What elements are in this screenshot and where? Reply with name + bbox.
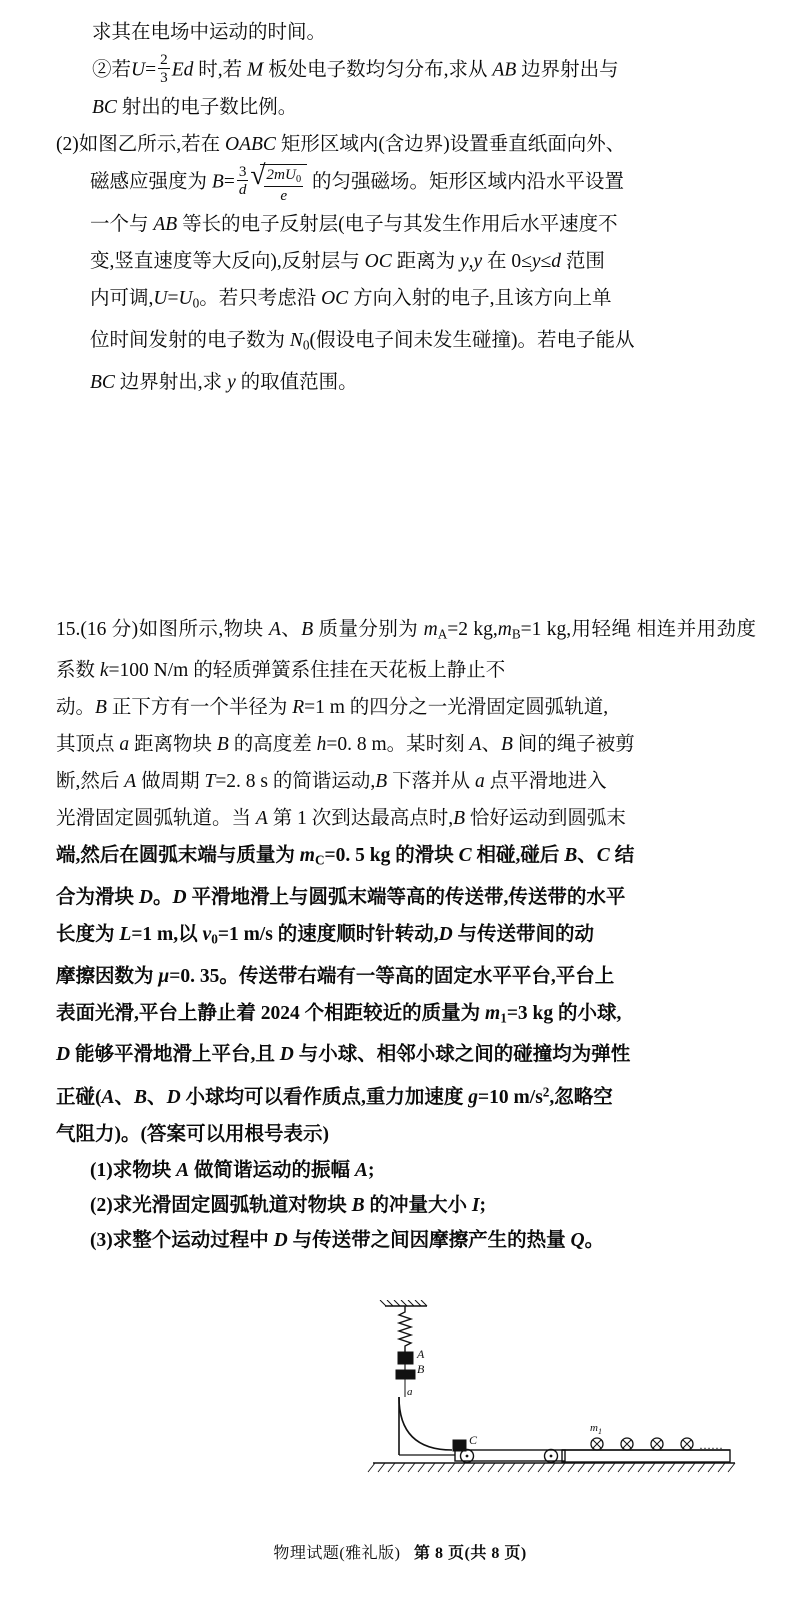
q15-sub3-var-D: D — [273, 1229, 288, 1251]
q14-part2-text-d: 的匀强磁场。矩形区域内沿水平设置 — [307, 171, 625, 193]
q15-l13d: 小球均可以看作质点,重力加速度 — [180, 1086, 469, 1108]
blank-space — [56, 401, 756, 611]
q14-eq2: = — [223, 171, 235, 193]
footer-page: 第 8 页(共 8 页) — [414, 1545, 527, 1562]
q15-var-C: C — [458, 845, 472, 867]
q15-var-m2: m — [497, 618, 512, 640]
q15-l13c: 、 — [147, 1086, 167, 1108]
q15-l2a: 相连并用劲度系数 — [56, 618, 756, 682]
q14-var-y3: y — [531, 251, 541, 273]
q15-var-B5: B — [500, 734, 513, 756]
q15-l3c: =1 m 的四分之一光滑固定圆弧轨道, — [304, 697, 609, 719]
q15-l8a: 合为滑块 — [56, 886, 139, 908]
q14-var-U2: U — [153, 288, 168, 310]
q15-l5d: 下落并从 — [387, 771, 475, 793]
sqrt-content — [260, 164, 307, 206]
q15-var-T: T — [204, 771, 216, 793]
q15-l7a: 端,然后在圆弧末端与质量为 — [56, 845, 300, 867]
q14-var-OC: OC — [364, 251, 392, 273]
q14-part2-text-a: 如图乙所示,若在 — [78, 133, 226, 155]
q15-l4a: 其顶点 — [56, 734, 120, 756]
q15-var-g: g — [468, 1086, 479, 1108]
q15-l9a: 长度为 — [56, 923, 120, 945]
q15-l6c: 恰好运动到圆弧末 — [465, 808, 626, 830]
q15-sub3-c: 。 — [584, 1229, 605, 1251]
q15-sub1-b: 做简谐运动的振幅 — [189, 1159, 355, 1181]
label-A: A — [417, 1347, 425, 1361]
sqrt-expression — [250, 164, 307, 206]
frac2-numerator: 3 — [238, 162, 247, 180]
q15-l7e: 结 — [609, 845, 635, 867]
q15-l14a: 气阻力)。(答案可以用根号表示) — [56, 1123, 329, 1145]
q14-var-M: M — [247, 59, 264, 81]
q14-var-U0: U — [178, 288, 193, 310]
q14-part2-text-o: (假设电子间未发生碰撞)。若电子能从 — [309, 329, 635, 351]
q14-text-d: 射出的电子数比例。 — [116, 96, 298, 118]
q14-part2-text-c: 磁感应强度为 — [90, 171, 212, 193]
q15-var-mu: μ — [158, 965, 170, 987]
q14-line1 — [92, 14, 756, 51]
q14-part2-text-g: 变,竖直速度等大反向),反射层与 — [90, 251, 365, 273]
q14-part2-text-b: 矩形区域内(含边界)设置垂直纸面向外、 — [275, 133, 626, 155]
q14-part2-text-f: 等长的电子反射层(电子与其发生作用后水平速度不 — [177, 214, 618, 236]
q15-l12c: 与小球、相邻小球之间的碰撞均为弹性 — [293, 1044, 631, 1066]
q15-var-k: k — [99, 660, 109, 682]
q14-part2-text-k: 内可调, — [90, 288, 154, 310]
q15-var-R: R — [292, 697, 305, 719]
q15-var-D2: D — [172, 886, 187, 908]
q15-var-m1-sub: 1 — [500, 1010, 507, 1026]
q15-sub1-var-amp: A — [354, 1159, 368, 1181]
fraction-2mU0-e — [264, 166, 303, 203]
page-content — [56, 14, 756, 1258]
q14-line2 — [92, 51, 756, 89]
q15-var-mB-sub: B — [511, 626, 521, 642]
q15-l4f: 间的绳子被剪 — [512, 734, 635, 756]
q14-line3 — [92, 89, 756, 126]
q14-eq3: = — [167, 288, 179, 310]
page-footer — [0, 1540, 800, 1563]
q15-l4b: 距离物块 — [129, 734, 217, 756]
q15-l13a: 正碰( — [56, 1086, 102, 1108]
q14-var-BC: BC — [92, 96, 117, 118]
q15-l11b: =3 kg 的小球, — [506, 1002, 622, 1024]
q15-var-B: B — [301, 618, 314, 640]
q14-var-U0-sub: 0 — [192, 295, 200, 311]
q14-var-Ed: Ed — [171, 59, 194, 81]
q15-sub3-b: 与传送带之间因摩擦产生的热量 — [287, 1229, 571, 1251]
q15-l5a: 断,然后 — [56, 771, 125, 793]
q15-l13e: =10 m/s — [478, 1086, 543, 1108]
q14-comma: , — [468, 251, 474, 273]
q15-var-D3: D — [438, 923, 453, 945]
q15-l2b: =100 N/m 的轻质弹簧系住挂在天花板上静止不 — [108, 660, 506, 682]
footer-edition: (雅礼版) — [339, 1545, 401, 1562]
q14-le: ≤ — [540, 251, 552, 273]
q15-l4e: 、 — [481, 734, 501, 756]
label-C: C — [469, 1433, 478, 1447]
q15-var-C2: C — [596, 845, 610, 867]
q15-l7d: 、 — [577, 845, 597, 867]
q15-var-B4: B — [216, 734, 229, 756]
fraction-3-d — [237, 163, 249, 198]
frac2-denominator: d — [238, 180, 247, 198]
q15-sup-2: 2 — [542, 1084, 550, 1100]
q15-l6a: 光滑固定圆弧轨道。当 — [56, 808, 256, 830]
q14-var-AB: AB — [492, 59, 517, 81]
q14-circ2: ②若 — [92, 59, 132, 81]
q14-line1-text: 求其在电场中运动的时间。 — [92, 22, 327, 43]
q15-l3a: 动。 — [56, 697, 96, 719]
q14-var-N0: N — [289, 329, 303, 351]
frac3-numerator — [264, 166, 303, 185]
q15-l12b: 能够平滑地滑上平台,且 — [70, 1044, 280, 1066]
q15-var-B7: B — [453, 808, 465, 830]
q14-part2-label: (2) — [56, 133, 79, 155]
q15-l4c: 的高度差 — [228, 734, 317, 756]
q14-var-d: d — [551, 251, 561, 273]
q15-sub2-var-B: B — [351, 1194, 365, 1216]
q15-var-mC-sub: C — [314, 852, 325, 868]
q15-var-D5: D — [279, 1044, 294, 1066]
q14-eq: = — [145, 59, 157, 81]
q15-var-m1: m — [485, 1002, 501, 1024]
q14-part2-body — [90, 163, 756, 401]
q14-var-AB2: AB — [153, 214, 178, 236]
q15-l6b: 第 1 次到达最高点时, — [267, 808, 454, 830]
q15-sub2-label: (2) — [90, 1194, 113, 1216]
q15-sub1-a: 求物块 — [112, 1159, 177, 1181]
physics-diagram — [355, 1300, 755, 1485]
q14-var-y1: y — [459, 251, 469, 273]
q15-l10a: 摩擦因数为 — [56, 965, 159, 987]
q15-var-v0-sub: 0 — [211, 931, 218, 947]
q15-var-D13: D — [166, 1086, 181, 1108]
q14-var-BC2: BC — [90, 371, 115, 393]
q15-block — [56, 611, 756, 1153]
q15-sub1 — [90, 1153, 756, 1188]
q14-part2-text-q: 的取值范围。 — [235, 371, 358, 393]
q15-var-a2: a — [474, 771, 485, 793]
q15-sub2-a: 求光滑固定圆弧轨道对物块 — [112, 1194, 352, 1216]
q15-var-B13: B — [134, 1086, 148, 1108]
q14-part2-text-j: 范围 — [560, 251, 605, 273]
q15-l5c: =2. 8 s 的简谐运动, — [215, 771, 376, 793]
q15-var-D: D — [138, 886, 153, 908]
q15-var-B6: B — [375, 771, 388, 793]
q14-var-OABC: OABC — [225, 133, 276, 155]
q15-var-a: a — [119, 734, 130, 756]
fraction-2-3 — [158, 51, 170, 86]
label-dots: …… — [699, 1438, 723, 1452]
q14-var-y2: y — [473, 251, 483, 273]
q15-l13f: ,忽略空 — [549, 1086, 613, 1108]
q14-part2-text-m: 方向入射的电子,且该方向上单 — [348, 288, 612, 310]
q14-var-OC2: OC — [321, 288, 349, 310]
q15-sub2-var-I: I — [471, 1194, 480, 1216]
q15-l9b: =1 m,以 — [131, 923, 203, 945]
q15-var-A: A — [268, 618, 281, 640]
q15-score: (16 分) — [80, 618, 139, 640]
q14-text-c: 边界射出与 — [516, 59, 619, 81]
q15-l4d: =0. 8 m。某时刻 — [326, 734, 470, 756]
q15-var-m: m — [423, 618, 438, 640]
q15-body — [56, 619, 756, 1145]
q15-var-A13: A — [101, 1086, 115, 1108]
q15-var-L: L — [119, 923, 132, 945]
q15-var-B3: B — [95, 697, 107, 719]
q15-l9d: 与传送带间的动 — [452, 923, 595, 945]
q15-var-mA-sub: A — [437, 626, 448, 642]
q14-part2-text-e: 一个与 — [90, 214, 154, 236]
q15-number: 15. — [56, 618, 81, 640]
q15-var-A5: A — [124, 771, 137, 793]
label-B: B — [417, 1362, 425, 1376]
sqrt-num-sub: 0 — [295, 173, 302, 185]
q14-text-a: 时,若 — [193, 59, 248, 81]
q14-part2-text-l: 。若只考虑沿 — [199, 288, 322, 310]
q15-t7: =2 kg, — [447, 618, 498, 640]
q15-sub1-var-A: A — [176, 1159, 190, 1181]
q14-part2-text-h: 距离为 — [391, 251, 460, 273]
q15-l9c: =1 m/s 的速度顺时针转动, — [217, 923, 439, 945]
frac-numerator: 2 — [160, 51, 168, 68]
q15-sub3-label: (3) — [90, 1229, 113, 1251]
q15-sub3 — [90, 1223, 756, 1258]
q15-l8c: 平滑地滑上与圆弧末端等高的传送带,传送带的水平 — [186, 886, 626, 908]
q14-var-N0-sub: 0 — [302, 337, 310, 353]
diagram-svg — [355, 1300, 755, 1485]
frac-denominator: 3 — [160, 69, 168, 87]
q15-l5e: 点平滑地进入 — [484, 771, 607, 793]
q15-l8b: 。 — [152, 886, 173, 908]
q15-var-D4: D — [56, 1044, 71, 1066]
q15-l7c: 相碰,碰后 — [471, 845, 565, 867]
q15-l10b: =0. 35。传送带右端有一等高的固定水平平台,平台上 — [169, 965, 615, 987]
q15-sub3-a: 求整个运动过程中 — [112, 1229, 274, 1251]
q15-t1: 如图所示,物块 — [138, 618, 269, 640]
q15-var-B8: B — [564, 845, 578, 867]
q14-part2 — [56, 126, 756, 401]
q14-var-Bfield: B — [211, 171, 224, 193]
q14-part2-text-n: 位时间发射的电子数为 — [90, 329, 290, 351]
q15-var-A6: A — [255, 808, 268, 830]
q15-sub1-label: (1) — [90, 1159, 113, 1181]
q15-t5: 质量分别为 — [313, 618, 424, 640]
q14-var-U: U — [131, 59, 146, 81]
frac3-denominator: e — [264, 186, 303, 204]
label-m1: $m_1$ — [590, 1422, 602, 1436]
q15-var-v0: v — [202, 923, 212, 945]
q14-var-y4: y — [227, 371, 236, 393]
q15-sub2-b: 的冲量大小 — [364, 1194, 472, 1216]
footer-subject: 物理试题 — [273, 1545, 340, 1562]
label-a: a — [407, 1386, 413, 1398]
q15-l7b: =0. 5 kg 的滑块 — [324, 845, 459, 867]
q14-part2-text-p: 边界射出,求 — [114, 371, 228, 393]
q15-l5b: 做周期 — [136, 771, 205, 793]
q15-sub1-c: ; — [367, 1159, 375, 1181]
q15-l3b: 正下方有一个半径为 — [106, 697, 293, 719]
q15-var-A4: A — [469, 734, 482, 756]
q15-l11a: 表面光滑,平台上静止着 2024 个相距较近的质量为 — [56, 1002, 486, 1024]
q15-l13b: 、 — [114, 1086, 135, 1108]
q15-t9: =1 kg,用轻绳 — [520, 618, 632, 640]
q14-text-b: 板处电子数均匀分布,求从 — [263, 59, 493, 81]
q14-part2-text-i: 在 0≤ — [482, 251, 532, 273]
q15-t3: 、 — [280, 618, 302, 640]
q15-sub3-var-Q: Q — [570, 1229, 585, 1251]
q15-var-mC: m — [299, 845, 315, 867]
sqrt-num-text: 2mU — [266, 166, 296, 184]
q15-sub2 — [90, 1188, 756, 1223]
q15-var-h: h — [316, 734, 327, 756]
q15-sub2-c: ; — [479, 1194, 487, 1216]
